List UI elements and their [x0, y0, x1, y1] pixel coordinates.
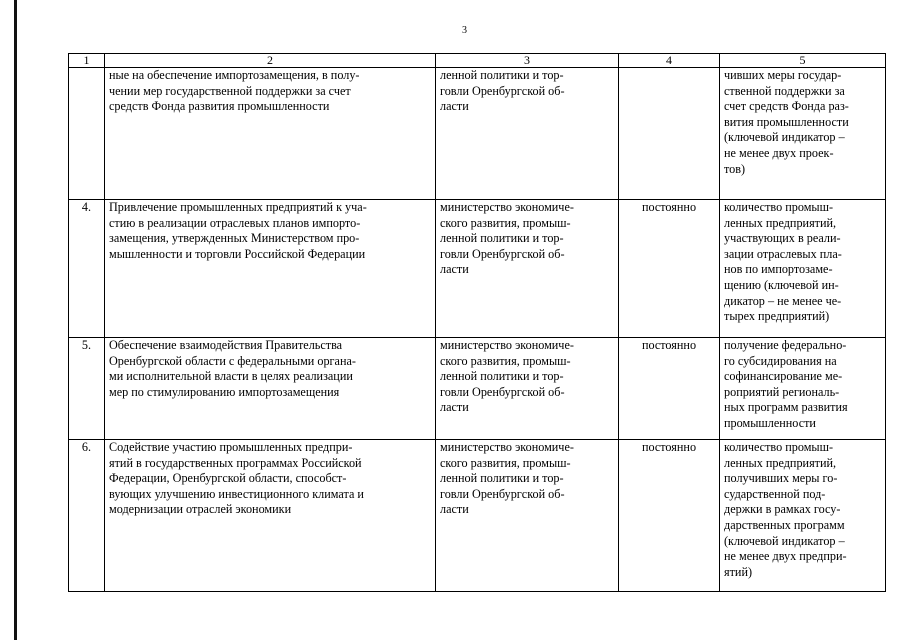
row-executor: министерство экономиче- ского развития, промыш- ленной политики и тор- говли Оренбургской об- ласти	[436, 200, 619, 338]
row-term: постоянно	[619, 338, 720, 440]
table-header	[69, 54, 886, 68]
row-term: постоянно	[619, 200, 720, 338]
row-term	[619, 68, 720, 200]
row-number: 4.	[69, 200, 105, 338]
measures-table	[68, 53, 886, 592]
row-executor: министерство экономиче- ского развития, промыш- ленной политики и тор- говли Оренбургской об- ласти	[436, 338, 619, 440]
row-indicator: получение федерально- го субсидирования на софинансирование ме- роприятий региональ- ных программ развития промышленности	[720, 338, 886, 440]
page-edge-bar	[14, 0, 17, 640]
row-task: Содействие участию промышленных предпри- ятий в государственных программах Российской Федерации, Оренбургской области, способст- вующих улучшению инвестиционного климата и модернизации отраслей экономики	[105, 440, 436, 592]
table-row	[69, 68, 886, 200]
row-indicator: количество промыш- ленных предприятий, участвующих в реали- зации отраслевых пла- нов по импортозаме- щению (ключевой ин- дикатор – не менее че- тырех предприятий)	[720, 200, 886, 338]
row-task: Обеспечение взаимодействия Правительства Оренбургской области с федеральными органа- ми исполнительной власти в целях реализации мер по стимулированию импортозамещения	[105, 338, 436, 440]
row-indicator: чивших меры государ- ственной поддержки за счет средств Фонда раз- вития промышленности (ключевой индикатор – не менее двух проек- тов)	[720, 68, 886, 200]
row-indicator: количество промыш- ленных предприятий, получивших меры го- сударственной под- держки в рамках госу- дарственных программ (ключевой индикатор – не менее двух предпри- ятий)	[720, 440, 886, 592]
row-executor: ленной политики и тор- говли Оренбургской об- ласти	[436, 68, 619, 200]
row-number: 6.	[69, 440, 105, 592]
row-number: 5.	[69, 338, 105, 440]
table-row	[69, 338, 886, 440]
header-col-executor: 3	[436, 54, 619, 68]
header-row	[69, 54, 886, 68]
header-col-indicator: 5	[720, 54, 886, 68]
header-col-number: 1	[69, 54, 105, 68]
table-row	[69, 440, 886, 592]
row-term: постоянно	[619, 440, 720, 592]
header-col-task: 2	[105, 54, 436, 68]
row-number	[69, 68, 105, 200]
row-executor: министерство экономиче- ского развития, промыш- ленной политики и тор- говли Оренбургской об- ласти	[436, 440, 619, 592]
row-task: ные на обеспечение импортозамещения, в полу- чении мер государственной поддержки за счет средств Фонда развития промышленности	[105, 68, 436, 200]
header-col-term: 4	[619, 54, 720, 68]
page-number: 3	[462, 25, 467, 36]
table-row	[69, 200, 886, 338]
table-body	[69, 68, 886, 592]
row-task: Привлечение промышленных предприятий к уча- стию в реализации отраслевых планов импорто- замещения, утвержденных Министерством про- мышленности и торговли Российской Федерации	[105, 200, 436, 338]
